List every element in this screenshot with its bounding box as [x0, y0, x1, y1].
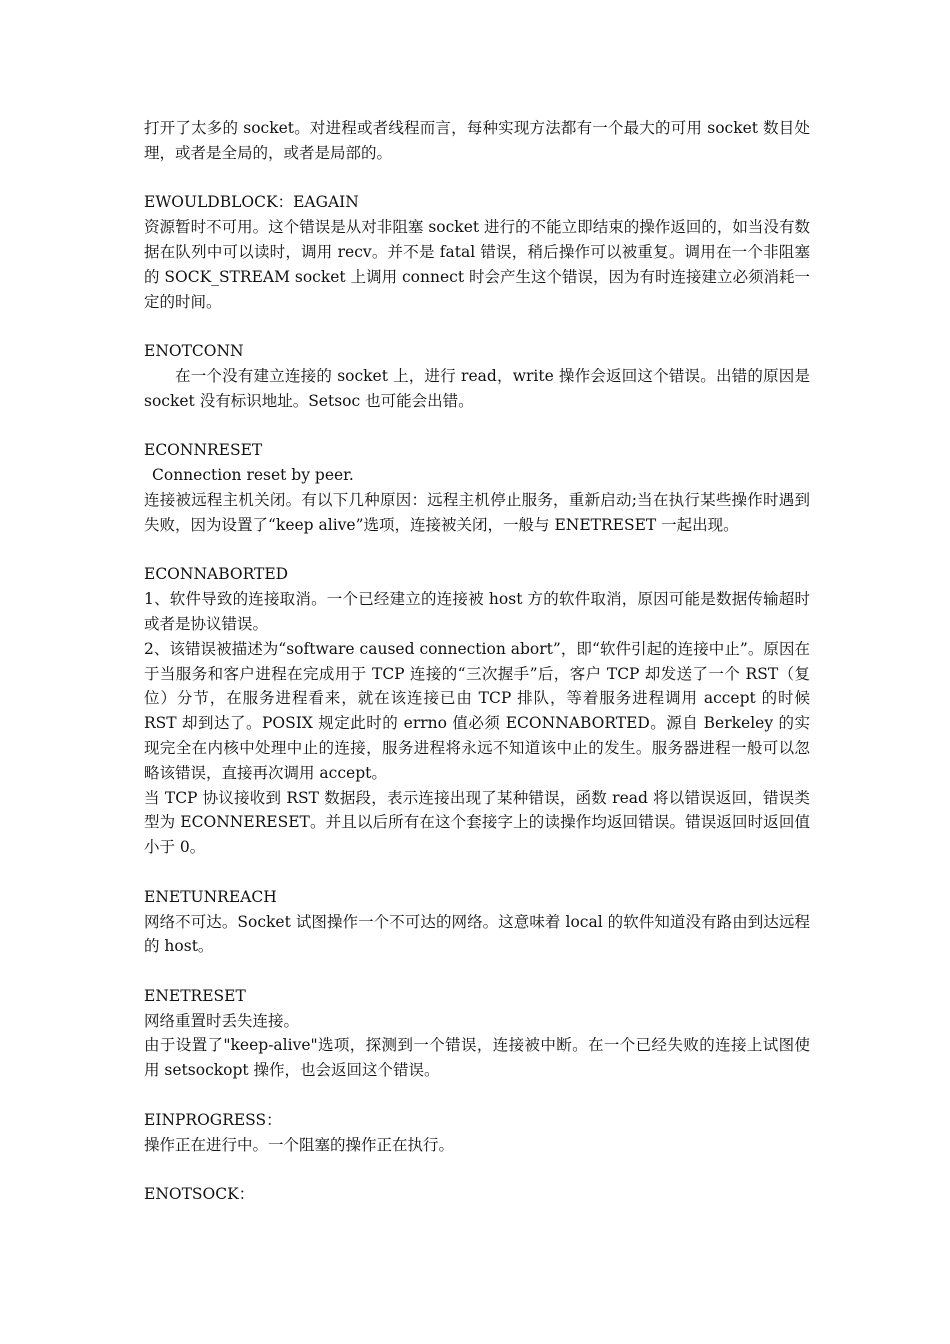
section-gap: [144, 314, 810, 339]
enotconn-paragraph: 在一个没有建立连接的 socket 上，进行 read，write 操作会返回这个错误。出错的原因是 socket 没有标识地址。Setsoc 也可能会出错。: [144, 366, 810, 410]
econnreset-subtitle: Connection reset by peer.: [152, 466, 354, 485]
intro-paragraph: 打开了太多的 socket。对进程或者线程而言，每种实现方法都有一个最大的可用 socket 数目处理，或者是全局的，或者是局部的。: [144, 119, 810, 162]
econnaborted-paragraph-2: 2、该错误被描述为“software caused connection abort”，即“软件引起的连接中止”。原因在于当服务和客户进程在完成用于 TCP 连接的“三次握手”后，客户 TCP 却发送了一个 RST（复位）分节，在服务进程看来，就在该连接已由 TCP 排队，等着服务进程调用 accept 的时候 RST 却到达了。POSIX 规定此时的 errno 值必须 ECONNABORTED。源自 Berkeley 的实现完全在内核中处理中止的连接，服务进程将永远不知道该中止的发生。服务器进程一般可以忽略该错误，直接再次调用 accept。: [144, 639, 810, 782]
section-gap: [144, 1157, 810, 1182]
econnaborted-heading: ECONNABORTED: [144, 565, 289, 584]
section-gap: [144, 414, 810, 439]
ewouldblock-heading: EWOULDBLOCK：EAGAIN: [144, 193, 359, 212]
document-page: [144, 116, 810, 1207]
enetunreach-paragraph: 网络不可达。Socket 试图操作一个不可达的网络。这意味着 local 的软件知道没有路由到达远程的 host。: [144, 912, 810, 956]
section-gap: [144, 538, 810, 563]
econnreset-heading: ECONNRESET: [144, 441, 263, 460]
einprogress-heading: EINPROGRESS：: [144, 1110, 282, 1129]
einprogress-paragraph: 操作正在进行中。一个阻塞的操作正在执行。: [144, 1135, 455, 1154]
enetreset-paragraph-2: 由于设置了"keep-alive"选项，探测到一个错误，连接被中断。在一个已经失败的连接上试图使用 setsockopt 操作，也会返回这个错误。: [144, 1036, 810, 1080]
section-gap: [144, 860, 810, 885]
enotconn-heading: ENOTCONN: [144, 342, 244, 361]
section-gap: [144, 166, 810, 191]
enetreset-heading: ENETRESET: [144, 986, 246, 1005]
ewouldblock-paragraph: 资源暂时不可用。这个错误是从对非阻塞 socket 进行的不能立即结束的操作返回的，如当没有数据在队列中可以读时，调用 recv。并不是 fatal 错误，稍后操作可以被重复。调用在一个非阻塞的 SOCK_STREAM socket 上调用 connect 时会产生这个错误，因为有时连接建立必须消耗一定的时间。: [144, 218, 810, 311]
enetunreach-heading: ENETUNREACH: [144, 887, 277, 906]
section-gap: [144, 1083, 810, 1108]
section-gap: [144, 959, 810, 984]
econnreset-paragraph: 连接被远程主机关闭。有以下几种原因：远程主机停止服务，重新启动;当在执行某些操作时遇到失败，因为设置了“keep alive”选项，连接被关闭，一般与 ENETRESET 一起出现。: [144, 490, 810, 534]
enetreset-paragraph-1: 网络重置时丢失连接。: [144, 1011, 300, 1030]
enotsock-heading: ENOTSOCK：: [144, 1185, 255, 1204]
econnaborted-paragraph-3: 当 TCP 协议接收到 RST 数据段，表示连接出现了某种错误，函数 read 将以错误返回，错误类型为 ECONNERESET。并且以后所有在这个套接字上的读操作均返回错误。错误返回时返回值小于 0。: [144, 788, 810, 857]
econnaborted-paragraph-1: 1、软件导致的连接取消。一个已经建立的连接被 host 方的软件取消，原因可能是数据传输超时或者是协议错误。: [144, 590, 810, 633]
